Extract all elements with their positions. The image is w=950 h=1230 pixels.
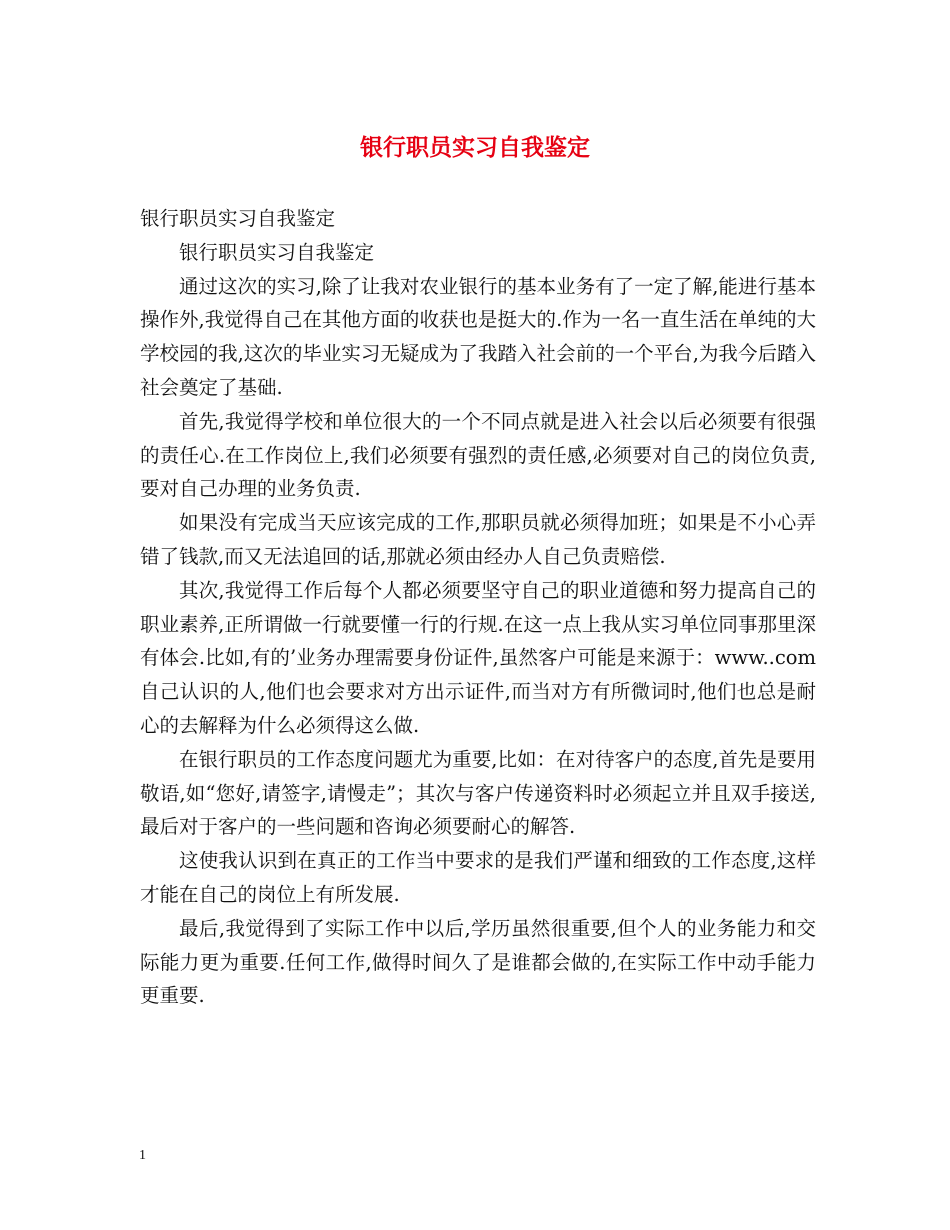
paragraph-6: 这使我认识到在真正的工作当中要求的是我们严谨和细致的工作态度,这样才能在自己的岗位上有所发展.	[140, 849, 816, 906]
page-number: 1	[139, 1148, 146, 1163]
paragraph-2: 首先,我觉得学校和单位很大的一个不同点就是进入社会以后必须要有很强的责任心.在工作岗位上,我们必须要有强烈的责任感,必须要对自己的岗位负责,要对自己办理的业务负责.	[140, 409, 816, 501]
paragraph-7: 最后,我觉得到了实际工作中以后,学历虽然很重要,但个人的业务能力和交际能力更为重要.任何工作,做得时间久了是谁都会做的,在实际工作中动手能力更重要.	[140, 916, 816, 1008]
heading-line: 银行职员实习自我鉴定	[140, 207, 336, 230]
paragraph-5: 在银行职员的工作态度问题尤为重要,比如：在对待客户的态度,首先是要用敬语,如“您好,请签字,请慢走”；其次与客户传递资料时必须起立并且双手接送,最后对于客户的一些问题和咨询必须要耐心的解答.	[140, 747, 816, 839]
paragraph-1: 通过这次的实习,除了让我对农业银行的基本业务有了一定了解,能进行基本操作外,我觉得自己在其他方面的收获也是挺大的.作为一名一直生活在单纯的大学校园的我,这次的毕业实习无疑成为了我踏入社会前的一个平台,为我今后踏入社会奠定了基础.	[140, 274, 816, 399]
subheading-line: 银行职员实习自我鉴定	[179, 240, 375, 264]
document-title: 银行职员实习自我鉴定	[360, 134, 590, 161]
paragraph-4: 其次,我觉得工作后每个人都必须要坚守自己的职业道德和努力提高自己的职业素养,正所谓做一行就要懂一行的行规.在这一点上我从实习单位同事那里深有体会.比如,有的’业务办理需要身份证件,虽然客户可能是来源于：www..com自己认识的人,他们也会要求对方出示证件,而当对方有所微词时,他们也总是耐心的去解释为什么必须得这么做.	[140, 578, 816, 737]
paragraph-3: 如果没有完成当天应该完成的工作,那职员就必须得加班；如果是不小心弄错了钱款,而又无法追回的话,那就必须由经办人自己负责赔偿.	[140, 511, 816, 568]
document-body	[140, 202, 816, 1013]
